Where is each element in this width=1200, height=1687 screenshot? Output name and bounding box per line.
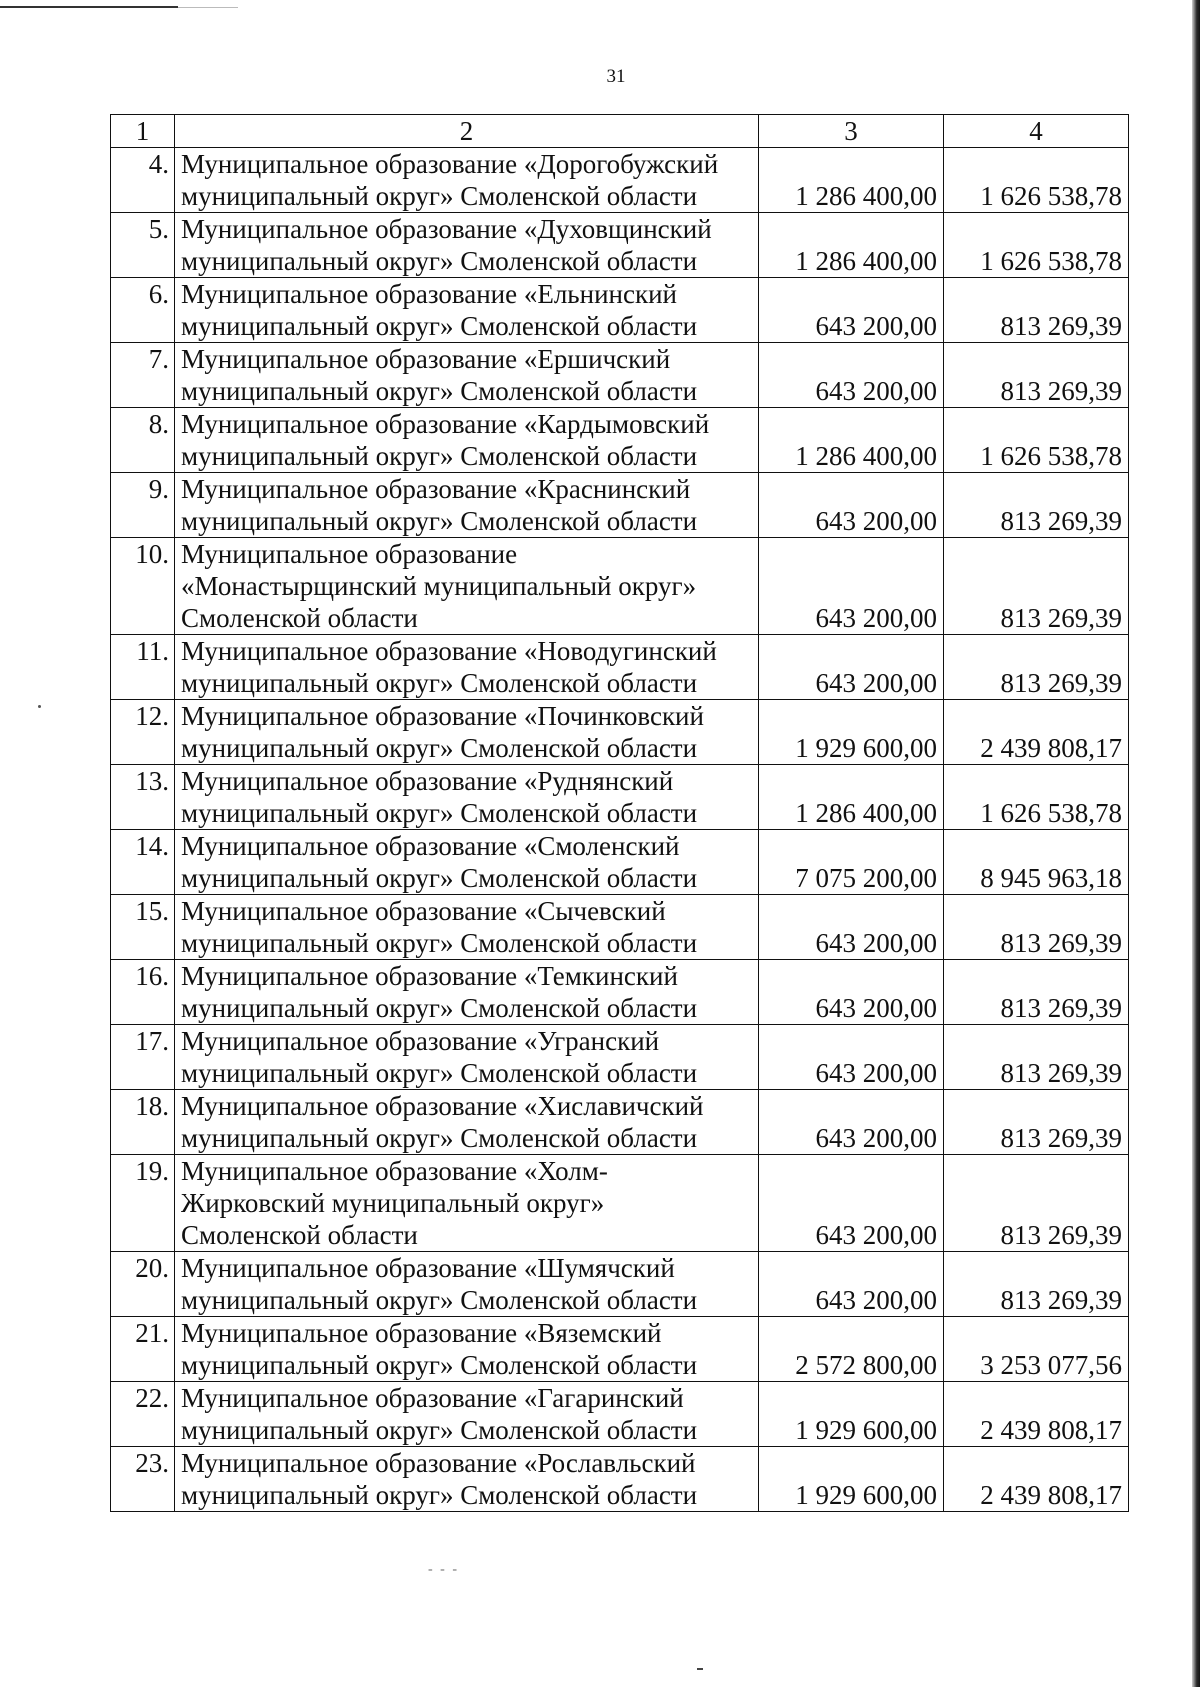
municipality-name-line: Муниципальное образование «Темкинский	[181, 961, 678, 991]
municipality-name	[175, 148, 759, 213]
municipality-name-line: муниципальный округ» Смоленской области	[181, 311, 698, 341]
municipality-name	[175, 343, 759, 408]
table-row	[111, 1382, 1129, 1447]
amount-col3: 643 200,00	[759, 1155, 944, 1252]
amount-col3: 1 286 400,00	[759, 765, 944, 830]
row-number: 9.	[111, 473, 175, 538]
row-number: 13.	[111, 765, 175, 830]
row-number: 15.	[111, 895, 175, 960]
table-row	[111, 1025, 1129, 1090]
row-number: 10.	[111, 538, 175, 635]
municipality-name-line: муниципальный округ» Смоленской области	[181, 1480, 698, 1510]
municipality-name	[175, 700, 759, 765]
table-row	[111, 765, 1129, 830]
row-number: 5.	[111, 213, 175, 278]
amount-col3: 643 200,00	[759, 960, 944, 1025]
row-number: 18.	[111, 1090, 175, 1155]
table-row	[111, 408, 1129, 473]
municipality-name-line: муниципальный округ» Смоленской области	[181, 733, 698, 763]
municipality-name	[175, 765, 759, 830]
header-cell-2: 2	[175, 115, 759, 148]
amount-col4: 813 269,39	[944, 1155, 1129, 1252]
municipality-name	[175, 1252, 759, 1317]
table-row	[111, 960, 1129, 1025]
amount-col4: 813 269,39	[944, 960, 1129, 1025]
scan-speck	[38, 705, 41, 708]
table-row	[111, 830, 1129, 895]
municipality-name	[175, 473, 759, 538]
amount-col4: 1 626 538,78	[944, 213, 1129, 278]
amount-col3: 7 075 200,00	[759, 830, 944, 895]
amount-col3: 1 286 400,00	[759, 213, 944, 278]
municipality-name-line: муниципальный округ» Смоленской области	[181, 928, 698, 958]
page-number: 31	[606, 66, 626, 87]
table-row	[111, 700, 1129, 765]
municipality-name	[175, 830, 759, 895]
municipality-name	[175, 278, 759, 343]
table-row	[111, 1090, 1129, 1155]
amount-col4: 1 626 538,78	[944, 408, 1129, 473]
table-row	[111, 148, 1129, 213]
scan-artifact-top-line	[0, 6, 178, 8]
municipality-name-line: Муниципальное образование «Ершичский	[181, 344, 671, 374]
municipality-name-line: муниципальный округ» Смоленской области	[181, 798, 698, 828]
amount-col3: 643 200,00	[759, 278, 944, 343]
table-header-row	[111, 115, 1129, 148]
municipality-name-line: Муниципальное образование «Ельнинский	[181, 279, 677, 309]
municipality-name-line: Муниципальное образование «Холм-	[181, 1156, 608, 1186]
municipality-name-line: Муниципальное образование «Сычевский	[181, 896, 666, 926]
amount-col3: 643 200,00	[759, 635, 944, 700]
allocation-table	[110, 114, 1129, 1512]
amount-col3: 643 200,00	[759, 538, 944, 635]
amount-col3: 1 286 400,00	[759, 148, 944, 213]
municipality-name-line: Муниципальное образование «Гагаринский	[181, 1383, 684, 1413]
municipality-name	[175, 1382, 759, 1447]
table-body	[111, 115, 1129, 1512]
municipality-name-line: Смоленской области	[181, 1220, 418, 1250]
municipality-name-line: Муниципальное образование «Духовщинский	[181, 214, 712, 244]
row-number: 14.	[111, 830, 175, 895]
municipality-name-line: муниципальный округ» Смоленской области	[181, 1285, 698, 1315]
amount-col4: 813 269,39	[944, 1252, 1129, 1317]
amount-col3: 643 200,00	[759, 895, 944, 960]
municipality-name-line: Муниципальное образование «Смоленский	[181, 831, 680, 861]
municipality-name	[175, 1090, 759, 1155]
row-number: 20.	[111, 1252, 175, 1317]
municipality-name-line: Муниципальное образование «Краснинский	[181, 474, 691, 504]
table-row	[111, 1317, 1129, 1382]
municipality-name-line: Муниципальное образование «Руднянский	[181, 766, 674, 796]
table-row	[111, 343, 1129, 408]
municipality-name-line: муниципальный округ» Смоленской области	[181, 993, 698, 1023]
municipality-name-line: Муниципальное образование «Хиславичский	[181, 1091, 704, 1121]
amount-col3: 643 200,00	[759, 1090, 944, 1155]
row-number: 22.	[111, 1382, 175, 1447]
row-number: 21.	[111, 1317, 175, 1382]
municipality-name-line: муниципальный округ» Смоленской области	[181, 506, 698, 536]
municipality-name-line: муниципальный округ» Смоленской области	[181, 441, 698, 471]
table-row	[111, 1155, 1129, 1252]
row-number: 23.	[111, 1447, 175, 1512]
table-row	[111, 473, 1129, 538]
municipality-name-line: Муниципальное образование «Рославльский	[181, 1448, 696, 1478]
scan-marks: - - -	[428, 1562, 459, 1577]
amount-col4: 2 439 808,17	[944, 1382, 1129, 1447]
amount-col4: 813 269,39	[944, 635, 1129, 700]
header-cell-4: 4	[944, 115, 1129, 148]
municipality-name	[175, 960, 759, 1025]
municipality-name-line: Муниципальное образование «Дорогобужский	[181, 149, 719, 179]
municipality-name-line: Муниципальное образование «Вяземский	[181, 1318, 662, 1348]
amount-col3: 2 572 800,00	[759, 1317, 944, 1382]
amount-col3: 643 200,00	[759, 1025, 944, 1090]
row-number: 19.	[111, 1155, 175, 1252]
municipality-name-line: муниципальный округ» Смоленской области	[181, 376, 698, 406]
amount-col4: 813 269,39	[944, 278, 1129, 343]
scan-speck	[697, 1668, 703, 1670]
table-row	[111, 635, 1129, 700]
amount-col4: 813 269,39	[944, 538, 1129, 635]
amount-col3: 1 929 600,00	[759, 1382, 944, 1447]
table-row	[111, 278, 1129, 343]
amount-col4: 1 626 538,78	[944, 765, 1129, 830]
municipality-name-line: муниципальный округ» Смоленской области	[181, 863, 698, 893]
municipality-name-line: Жирковский муниципальный округ»	[181, 1188, 605, 1218]
municipality-name-line: муниципальный округ» Смоленской области	[181, 668, 698, 698]
municipality-name-line: муниципальный округ» Смоленской области	[181, 1123, 698, 1153]
amount-col4: 3 253 077,56	[944, 1317, 1129, 1382]
amount-col3: 1 929 600,00	[759, 700, 944, 765]
amount-col4: 813 269,39	[944, 1025, 1129, 1090]
row-number: 7.	[111, 343, 175, 408]
municipality-name-line: «Монастырщинский муниципальный округ»	[181, 571, 697, 601]
municipality-name	[175, 538, 759, 635]
municipality-name	[175, 1025, 759, 1090]
municipality-name	[175, 895, 759, 960]
municipality-name-line: муниципальный округ» Смоленской области	[181, 246, 698, 276]
municipality-name	[175, 213, 759, 278]
municipality-name-line: Смоленской области	[181, 603, 418, 633]
row-number: 11.	[111, 635, 175, 700]
table-row	[111, 895, 1129, 960]
municipality-name-line: муниципальный округ» Смоленской области	[181, 1058, 698, 1088]
row-number: 8.	[111, 408, 175, 473]
municipality-name	[175, 1317, 759, 1382]
table-row	[111, 213, 1129, 278]
row-number: 17.	[111, 1025, 175, 1090]
table-row	[111, 1252, 1129, 1317]
row-number: 6.	[111, 278, 175, 343]
amount-col4: 1 626 538,78	[944, 148, 1129, 213]
row-number: 4.	[111, 148, 175, 213]
table-row	[111, 538, 1129, 635]
municipality-name-line: Муниципальное образование «Угранский	[181, 1026, 660, 1056]
municipality-name-line: Муниципальное образование «Новодугинский	[181, 636, 717, 666]
amount-col3: 643 200,00	[759, 1252, 944, 1317]
municipality-name	[175, 1447, 759, 1512]
municipality-name-line: Муниципальное образование	[181, 539, 518, 569]
amount-col3: 643 200,00	[759, 473, 944, 538]
amount-col3: 643 200,00	[759, 343, 944, 408]
municipality-name-line: муниципальный округ» Смоленской области	[181, 181, 698, 211]
scan-artifact-right-edge	[1192, 0, 1200, 1687]
municipality-name	[175, 635, 759, 700]
municipality-name-line: муниципальный округ» Смоленской области	[181, 1350, 698, 1380]
scan-artifact-top-line-faint	[178, 7, 238, 8]
amount-col4: 8 945 963,18	[944, 830, 1129, 895]
amount-col4: 2 439 808,17	[944, 700, 1129, 765]
header-cell-3: 3	[759, 115, 944, 148]
row-number: 12.	[111, 700, 175, 765]
municipality-name-line: муниципальный округ» Смоленской области	[181, 1415, 698, 1445]
municipality-name-line: Муниципальное образование «Кардымовский	[181, 409, 710, 439]
header-cell-1: 1	[111, 115, 175, 148]
municipality-name-line: Муниципальное образование «Починковский	[181, 701, 704, 731]
municipality-name	[175, 408, 759, 473]
amount-col4: 813 269,39	[944, 1090, 1129, 1155]
municipality-name-line: Муниципальное образование «Шумячский	[181, 1253, 675, 1283]
amount-col4: 813 269,39	[944, 895, 1129, 960]
amount-col4: 813 269,39	[944, 473, 1129, 538]
amount-col3: 1 286 400,00	[759, 408, 944, 473]
table-row	[111, 1447, 1129, 1512]
row-number: 16.	[111, 960, 175, 1025]
municipality-name	[175, 1155, 759, 1252]
amount-col4: 2 439 808,17	[944, 1447, 1129, 1512]
amount-col4: 813 269,39	[944, 343, 1129, 408]
amount-col3: 1 929 600,00	[759, 1447, 944, 1512]
